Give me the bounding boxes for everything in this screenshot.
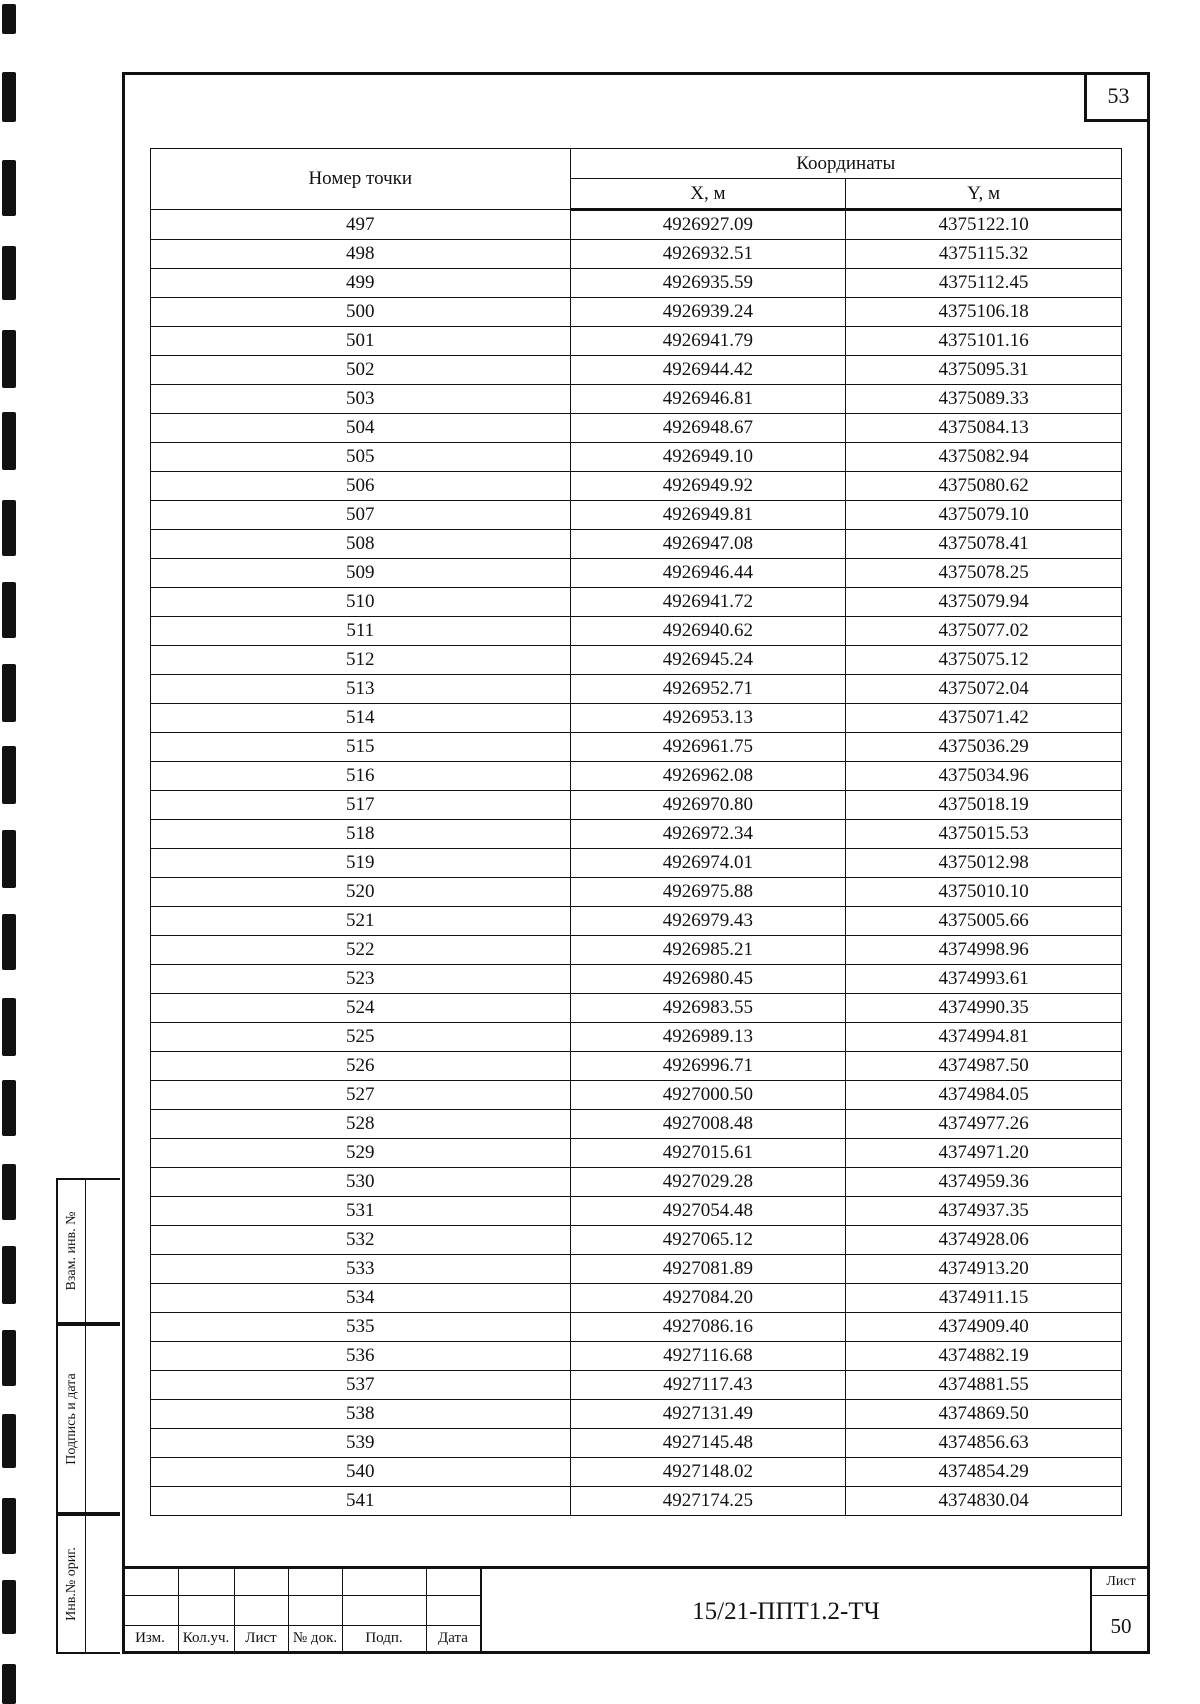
x-coordinate-cell: 4926945.24 — [570, 646, 846, 675]
header-point-number: Номер точки — [151, 149, 571, 210]
point-number-cell: 534 — [151, 1284, 571, 1313]
table-row — [151, 617, 1122, 646]
x-coordinate-cell: 4926949.92 — [570, 472, 846, 501]
point-number-cell: 506 — [151, 472, 571, 501]
x-coordinate-cell: 4927084.20 — [570, 1284, 846, 1313]
point-number-cell: 521 — [151, 907, 571, 936]
point-number-cell: 522 — [151, 936, 571, 965]
y-coordinate-cell: 4375089.33 — [846, 385, 1122, 414]
point-number-cell: 532 — [151, 1226, 571, 1255]
x-coordinate-cell: 4926927.09 — [570, 210, 846, 240]
table-row — [151, 1429, 1122, 1458]
x-coordinate-cell: 4926935.59 — [570, 269, 846, 298]
point-number-cell: 537 — [151, 1371, 571, 1400]
table-row — [151, 1458, 1122, 1487]
y-coordinate-cell: 4374913.20 — [846, 1255, 1122, 1284]
table-row — [151, 820, 1122, 849]
table-row — [151, 1110, 1122, 1139]
point-number-cell: 535 — [151, 1313, 571, 1342]
x-coordinate-cell: 4926941.79 — [570, 327, 846, 356]
x-coordinate-cell: 4926949.10 — [570, 443, 846, 472]
side-stamp-inv-orig — [56, 1514, 120, 1654]
table-row — [151, 385, 1122, 414]
x-coordinate-cell: 4926952.71 — [570, 675, 846, 704]
table-row — [151, 704, 1122, 733]
point-number-cell: 516 — [151, 762, 571, 791]
table-row — [151, 327, 1122, 356]
y-coordinate-cell: 4375015.53 — [846, 820, 1122, 849]
zam-inv-label: Взам. инв. № — [63, 1211, 79, 1291]
title-block — [122, 1566, 1150, 1654]
point-number-cell: 520 — [151, 878, 571, 907]
y-coordinate-cell: 4374830.04 — [846, 1487, 1122, 1516]
label-data: Дата — [438, 1630, 468, 1646]
point-number-cell: 526 — [151, 1052, 571, 1081]
x-coordinate-cell: 4926989.13 — [570, 1023, 846, 1052]
y-coordinate-cell: 4375077.02 — [846, 617, 1122, 646]
point-number-cell: 524 — [151, 994, 571, 1023]
table-row — [151, 443, 1122, 472]
point-number-cell: 515 — [151, 733, 571, 762]
y-coordinate-cell: 4375012.98 — [846, 849, 1122, 878]
label-podp: Подп. — [365, 1630, 403, 1646]
point-number-cell: 499 — [151, 269, 571, 298]
table-row — [151, 1313, 1122, 1342]
y-coordinate-cell: 4375106.18 — [846, 298, 1122, 327]
table-row — [151, 1487, 1122, 1516]
table-row — [151, 1255, 1122, 1284]
x-coordinate-cell: 4927131.49 — [570, 1400, 846, 1429]
binding-holes — [0, 0, 20, 1704]
y-coordinate-cell: 4375072.04 — [846, 675, 1122, 704]
x-coordinate-cell: 4926940.62 — [570, 617, 846, 646]
sheet-number: 50 — [1110, 1613, 1132, 1638]
x-coordinate-cell: 4926972.34 — [570, 820, 846, 849]
x-coordinate-cell: 4926985.21 — [570, 936, 846, 965]
point-number-cell: 514 — [151, 704, 571, 733]
table-row — [151, 298, 1122, 327]
x-coordinate-cell: 4927116.68 — [570, 1342, 846, 1371]
document-code: 15/21-ППТ1.2-ТЧ — [482, 1566, 1090, 1654]
header-y: Y, м — [846, 179, 1122, 210]
y-coordinate-cell: 4375080.62 — [846, 472, 1122, 501]
x-coordinate-cell: 4927117.43 — [570, 1371, 846, 1400]
y-coordinate-cell: 4375018.19 — [846, 791, 1122, 820]
x-coordinate-cell: 4926975.88 — [570, 878, 846, 907]
x-coordinate-cell: 4927000.50 — [570, 1081, 846, 1110]
y-coordinate-cell: 4375036.29 — [846, 733, 1122, 762]
point-number-cell: 513 — [151, 675, 571, 704]
x-coordinate-cell: 4926953.13 — [570, 704, 846, 733]
point-number-cell: 529 — [151, 1139, 571, 1168]
table-row — [151, 675, 1122, 704]
table-row — [151, 1371, 1122, 1400]
point-number-cell: 497 — [151, 210, 571, 240]
x-coordinate-cell: 4927145.48 — [570, 1429, 846, 1458]
y-coordinate-cell: 4374911.15 — [846, 1284, 1122, 1313]
point-number-cell: 500 — [151, 298, 571, 327]
y-coordinate-cell: 4375071.42 — [846, 704, 1122, 733]
y-coordinate-cell: 4375005.66 — [846, 907, 1122, 936]
point-number-cell: 530 — [151, 1168, 571, 1197]
podpis-data-label: Подпись и дата — [63, 1373, 79, 1465]
x-coordinate-cell: 4926983.55 — [570, 994, 846, 1023]
point-number-cell: 539 — [151, 1429, 571, 1458]
x-coordinate-cell: 4926970.80 — [570, 791, 846, 820]
y-coordinate-cell: 4375082.94 — [846, 443, 1122, 472]
point-number-cell: 533 — [151, 1255, 571, 1284]
table-row — [151, 1400, 1122, 1429]
header-coordinates: Координаты — [570, 149, 1122, 179]
y-coordinate-cell: 4374856.63 — [846, 1429, 1122, 1458]
x-coordinate-cell: 4926980.45 — [570, 965, 846, 994]
table-row — [151, 849, 1122, 878]
x-coordinate-cell: 4926944.42 — [570, 356, 846, 385]
y-coordinate-cell: 4374928.06 — [846, 1226, 1122, 1255]
x-coordinate-cell: 4926939.24 — [570, 298, 846, 327]
page-number: 53 — [1084, 72, 1150, 122]
table-row — [151, 588, 1122, 617]
table-row — [151, 210, 1122, 240]
table-row — [151, 1139, 1122, 1168]
point-number-cell: 527 — [151, 1081, 571, 1110]
x-coordinate-cell: 4926948.67 — [570, 414, 846, 443]
y-coordinate-cell: 4374987.50 — [846, 1052, 1122, 1081]
y-coordinate-cell: 4374869.50 — [846, 1400, 1122, 1429]
table-row — [151, 414, 1122, 443]
y-coordinate-cell: 4374994.81 — [846, 1023, 1122, 1052]
point-number-cell: 510 — [151, 588, 571, 617]
y-coordinate-cell: 4374881.55 — [846, 1371, 1122, 1400]
sheet-label: Лист — [1092, 1569, 1150, 1596]
y-coordinate-cell: 4374984.05 — [846, 1081, 1122, 1110]
table-row — [151, 646, 1122, 675]
y-coordinate-cell: 4374909.40 — [846, 1313, 1122, 1342]
point-number-cell: 507 — [151, 501, 571, 530]
table-row — [151, 1168, 1122, 1197]
table-row — [151, 269, 1122, 298]
label-kol-uch: Кол.уч. — [182, 1630, 230, 1646]
table-row — [151, 791, 1122, 820]
label-list: Лист — [245, 1630, 277, 1646]
y-coordinate-cell: 4375122.10 — [846, 210, 1122, 240]
point-number-cell: 512 — [151, 646, 571, 675]
y-coordinate-cell: 4375115.32 — [846, 240, 1122, 269]
table-row — [151, 907, 1122, 936]
label-izm: Изм. — [135, 1630, 165, 1646]
x-coordinate-cell: 4926979.43 — [570, 907, 846, 936]
y-coordinate-cell: 4375075.12 — [846, 646, 1122, 675]
point-number-cell: 517 — [151, 791, 571, 820]
table-row — [151, 240, 1122, 269]
y-coordinate-cell: 4375078.41 — [846, 530, 1122, 559]
y-coordinate-cell: 4375079.94 — [846, 588, 1122, 617]
table-row — [151, 936, 1122, 965]
y-coordinate-cell: 4375084.13 — [846, 414, 1122, 443]
x-coordinate-cell: 4926946.44 — [570, 559, 846, 588]
point-number-cell: 531 — [151, 1197, 571, 1226]
x-coordinate-cell: 4926974.01 — [570, 849, 846, 878]
table-body — [151, 210, 1122, 1516]
x-coordinate-cell: 4926946.81 — [570, 385, 846, 414]
label-n-dok: № док. — [292, 1630, 338, 1646]
x-coordinate-cell: 4926932.51 — [570, 240, 846, 269]
y-coordinate-cell: 4374959.36 — [846, 1168, 1122, 1197]
point-number-cell: 503 — [151, 385, 571, 414]
y-coordinate-cell: 4374977.26 — [846, 1110, 1122, 1139]
point-number-cell: 523 — [151, 965, 571, 994]
point-number-cell: 502 — [151, 356, 571, 385]
table-row — [151, 994, 1122, 1023]
point-number-cell: 541 — [151, 1487, 571, 1516]
y-coordinate-cell: 4375101.16 — [846, 327, 1122, 356]
y-coordinate-cell: 4375079.10 — [846, 501, 1122, 530]
table-row — [151, 965, 1122, 994]
table-row — [151, 762, 1122, 791]
table-row — [151, 1023, 1122, 1052]
point-number-cell: 509 — [151, 559, 571, 588]
x-coordinate-cell: 4927174.25 — [570, 1487, 846, 1516]
x-coordinate-cell: 4926961.75 — [570, 733, 846, 762]
x-coordinate-cell: 4926949.81 — [570, 501, 846, 530]
point-number-cell: 508 — [151, 530, 571, 559]
x-coordinate-cell: 4926947.08 — [570, 530, 846, 559]
revision-grid — [122, 1566, 482, 1654]
table-row — [151, 1342, 1122, 1371]
x-coordinate-cell: 4927015.61 — [570, 1139, 846, 1168]
point-number-cell: 518 — [151, 820, 571, 849]
point-number-cell: 528 — [151, 1110, 571, 1139]
y-coordinate-cell: 4374998.96 — [846, 936, 1122, 965]
sheet-box — [1090, 1566, 1150, 1654]
y-coordinate-cell: 4375112.45 — [846, 269, 1122, 298]
y-coordinate-cell: 4374937.35 — [846, 1197, 1122, 1226]
y-coordinate-cell: 4374993.61 — [846, 965, 1122, 994]
x-coordinate-cell: 4927148.02 — [570, 1458, 846, 1487]
point-number-cell: 504 — [151, 414, 571, 443]
x-coordinate-cell: 4926941.72 — [570, 588, 846, 617]
y-coordinate-cell: 4375010.10 — [846, 878, 1122, 907]
x-coordinate-cell: 4927086.16 — [570, 1313, 846, 1342]
table-row — [151, 1052, 1122, 1081]
table-row — [151, 472, 1122, 501]
y-coordinate-cell: 4375095.31 — [846, 356, 1122, 385]
inv-orig-label: Инв.№ ориг. — [63, 1547, 79, 1621]
coordinates-table — [150, 148, 1122, 1516]
table-row — [151, 878, 1122, 907]
x-coordinate-cell: 4927029.28 — [570, 1168, 846, 1197]
y-coordinate-cell: 4375034.96 — [846, 762, 1122, 791]
y-coordinate-cell: 4374971.20 — [846, 1139, 1122, 1168]
x-coordinate-cell: 4926996.71 — [570, 1052, 846, 1081]
header-x: X, м — [570, 179, 846, 210]
table-row — [151, 530, 1122, 559]
table-row — [151, 1226, 1122, 1255]
y-coordinate-cell: 4374882.19 — [846, 1342, 1122, 1371]
table-row — [151, 559, 1122, 588]
table-row — [151, 1284, 1122, 1313]
point-number-cell: 519 — [151, 849, 571, 878]
side-stamp-zam-inv — [56, 1178, 120, 1324]
y-coordinate-cell: 4374990.35 — [846, 994, 1122, 1023]
y-coordinate-cell: 4375078.25 — [846, 559, 1122, 588]
table-row — [151, 1081, 1122, 1110]
x-coordinate-cell: 4927008.48 — [570, 1110, 846, 1139]
x-coordinate-cell: 4927054.48 — [570, 1197, 846, 1226]
table-row — [151, 356, 1122, 385]
x-coordinate-cell: 4926962.08 — [570, 762, 846, 791]
point-number-cell: 505 — [151, 443, 571, 472]
x-coordinate-cell: 4927081.89 — [570, 1255, 846, 1284]
point-number-cell: 538 — [151, 1400, 571, 1429]
point-number-cell: 511 — [151, 617, 571, 646]
table-row — [151, 501, 1122, 530]
table-row — [151, 1197, 1122, 1226]
x-coordinate-cell: 4927065.12 — [570, 1226, 846, 1255]
point-number-cell: 498 — [151, 240, 571, 269]
point-number-cell: 540 — [151, 1458, 571, 1487]
point-number-cell: 501 — [151, 327, 571, 356]
side-stamp-podpis — [56, 1324, 120, 1514]
y-coordinate-cell: 4374854.29 — [846, 1458, 1122, 1487]
point-number-cell: 536 — [151, 1342, 571, 1371]
point-number-cell: 525 — [151, 1023, 571, 1052]
table-row — [151, 733, 1122, 762]
